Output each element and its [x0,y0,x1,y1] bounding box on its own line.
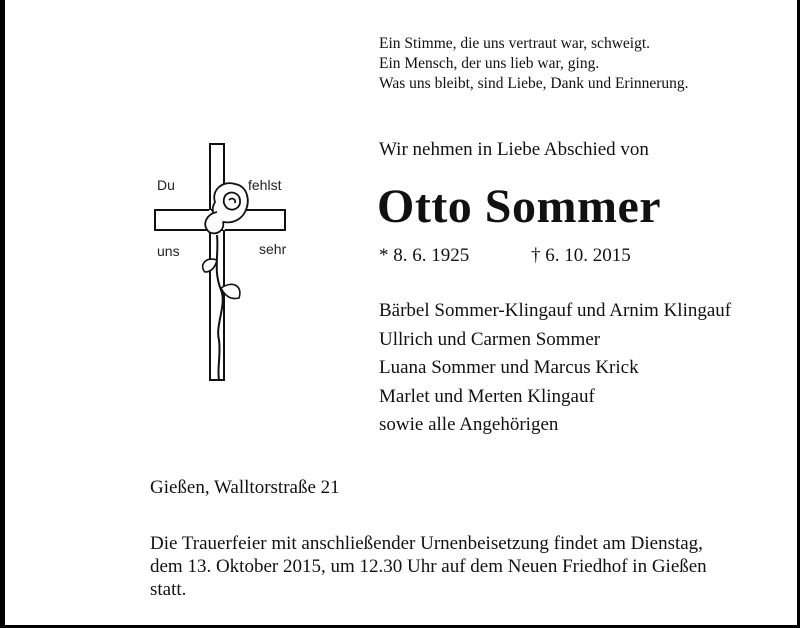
farewell-intro: Wir nehmen in Liebe Abschied von [379,139,649,160]
mourner-line: Bärbel Sommer-Klingauf und Arnim Klingauf [379,300,732,321]
death-date: † 6. 10. 2015 [531,245,631,266]
mourner-line: Luana Sommer und Marcus Krick [379,357,639,378]
cross-text-uns: uns [157,243,180,259]
poem-line: Was uns bleibt, sind Liebe, Dank und Erinnerung. [379,75,689,92]
cross-with-rose-icon [145,140,305,385]
mourner-line: sowie alle Angehörigen [379,414,559,435]
deceased-name: Otto Sommer [377,180,662,233]
notice-line: dem 13. Oktober 2015, um 12.30 Uhr auf dem Neuen Friedhof in Gießen [150,556,707,577]
mourners-list [379,297,731,440]
cross-text-sehr: sehr [259,241,287,257]
notice-line: statt. [150,579,187,600]
mourner-line: Marlet und Merten Klingauf [379,385,595,407]
funeral-notice [150,532,790,601]
birth-date: * 8. 6. 1925 [379,245,470,266]
poem-line: Ein Mensch, der uns lieb war, ging. [379,55,600,72]
cross-text-fehlst: fehlst [248,177,282,193]
poem [379,34,689,94]
address: Gießen, Walltorstraße 21 [150,477,340,498]
mourner-line: Ullrich und Carmen Sommer [379,328,601,350]
notice-line: Die Trauerfeier mit anschließender Urnenbeisetzung findet am Dienstag, [150,533,703,554]
poem-line: Ein Stimme, die uns vertraut war, schweigt. [379,35,651,52]
cross-text-du: Du [157,177,175,193]
life-dates [379,245,631,267]
